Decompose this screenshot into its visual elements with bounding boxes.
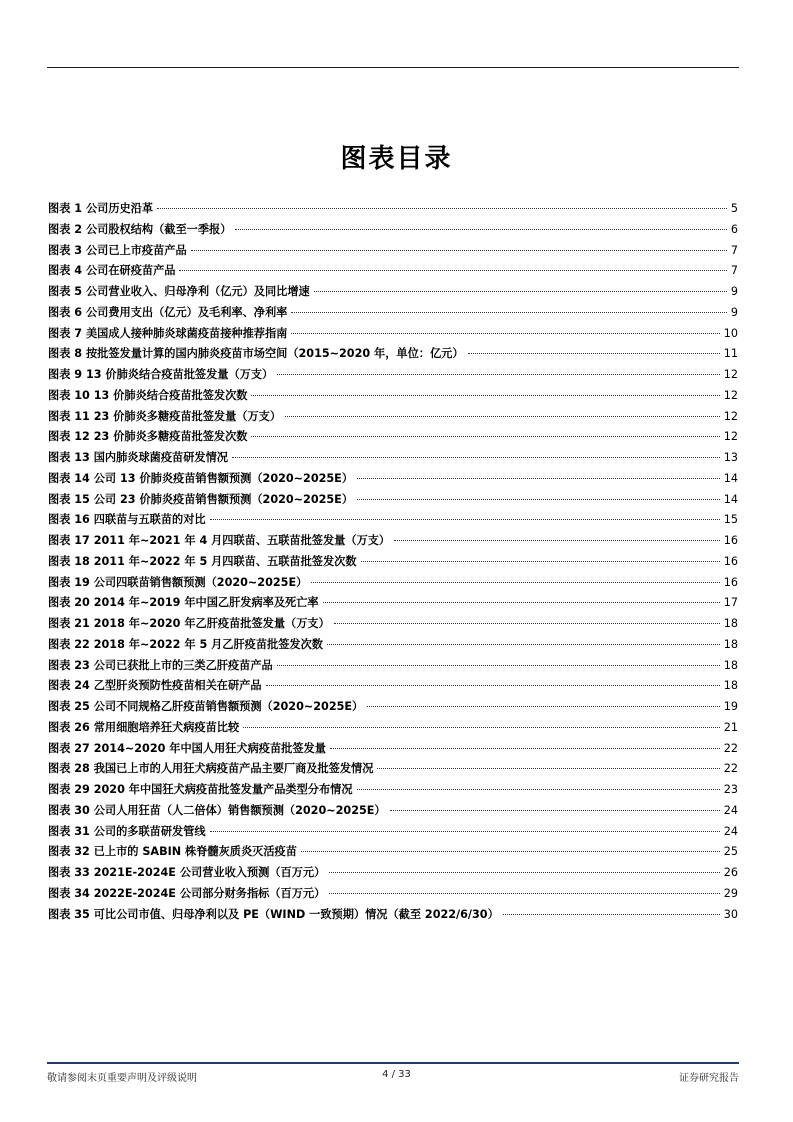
toc-entry-page-number[interactable]: 22	[723, 762, 738, 776]
toc-entry[interactable]	[48, 470, 738, 491]
toc-entry-label[interactable]: 图表 22 2018 年~2022 年 5 月乙肝疫苗批签发次数	[48, 637, 323, 651]
toc-leader-dots	[210, 831, 720, 832]
toc-entry-page-number[interactable]: 22	[723, 741, 738, 755]
footer-rule	[47, 1062, 739, 1064]
toc-entry-page-number[interactable]: 14	[723, 471, 738, 485]
toc-entry-label[interactable]: 图表 13 国内肺炎球菌疫苗研发情况	[48, 451, 228, 464]
toc-entry-page-number[interactable]: 7	[730, 243, 738, 257]
toc-entry-label[interactable]: 图表 21 2018 年~2020 年乙肝疫苗批签发量（万支）	[48, 617, 330, 630]
toc-leader-dots	[301, 851, 720, 852]
toc-entry[interactable]	[48, 449, 738, 470]
toc-leader-dots	[277, 665, 720, 666]
toc-entry[interactable]	[48, 760, 738, 781]
toc-entry-page-number[interactable]: 7	[730, 264, 738, 278]
toc-leader-dots	[179, 270, 726, 271]
toc-leader-dots	[390, 810, 720, 811]
toc-entry-label[interactable]: 图表 1 公司历史沿革	[48, 202, 154, 215]
toc-entry-page-number[interactable]: 21	[723, 720, 738, 734]
toc-entry[interactable]	[48, 200, 738, 221]
toc-leader-dots	[232, 457, 720, 458]
toc-entry-page-number[interactable]: 11	[723, 347, 738, 361]
toc-entry[interactable]	[48, 428, 738, 449]
toc-entry[interactable]	[48, 387, 738, 408]
toc-entry-page-number[interactable]: 24	[723, 803, 738, 817]
toc-entry-label[interactable]: 图表 32 已上市的 SABIN 株脊髓灰质炎灭活疫苗	[48, 845, 297, 859]
toc-entry-page-number[interactable]: 16	[723, 534, 738, 547]
toc-entry-label[interactable]: 图表 33 2021E-2024E 公司营业收入预测（百万元）	[48, 866, 326, 879]
toc-leader-dots	[291, 333, 719, 334]
toc-entry-label[interactable]: 图表 3 公司已上市疫苗产品	[48, 243, 187, 257]
toc-leader-dots	[357, 499, 720, 500]
toc-entry-page-number[interactable]: 13	[723, 451, 738, 464]
toc-leader-dots	[277, 374, 720, 375]
toc-entry[interactable]	[48, 304, 738, 325]
toc-entry-page-number[interactable]: 24	[723, 824, 738, 838]
toc-entry-label[interactable]: 图表 11 23 价肺炎多糖疫苗批签发量（万支）	[48, 409, 282, 423]
toc-leader-dots	[357, 789, 720, 790]
toc-entry-page-number[interactable]: 25	[723, 845, 738, 859]
toc-leader-dots	[327, 644, 720, 645]
toc-leader-dots	[210, 519, 720, 520]
toc-entry[interactable]	[48, 553, 738, 574]
toc-entry-page-number[interactable]: 12	[723, 409, 738, 423]
toc-entry[interactable]	[48, 781, 738, 802]
toc-entry[interactable]	[48, 574, 738, 595]
toc-entry-label[interactable]: 图表 10 13 价肺炎结合疫苗批签发次数	[48, 388, 248, 402]
toc-entry[interactable]	[48, 677, 738, 698]
toc-leader-dots	[503, 914, 720, 915]
footer-disclaimer: 敬请参阅末页重要声明及评级说明	[47, 1073, 197, 1084]
toc-entry-label[interactable]: 图表 12 23 价肺炎多糖疫苗批签发次数	[48, 430, 248, 444]
toc-entry-page-number[interactable]: 23	[723, 783, 738, 796]
toc-entry-label[interactable]: 图表 28 我国已上市的人用狂犬病疫苗产品主要厂商及批签发情况	[48, 762, 374, 776]
toc-entry[interactable]	[48, 283, 738, 304]
toc-entry-label[interactable]: 图表 14 公司 13 价肺炎疫苗销售额预测（2020~2025E）	[48, 471, 354, 485]
toc-entry[interactable]	[48, 719, 738, 740]
toc-leader-dots	[157, 208, 727, 209]
toc-entry-page-number[interactable]: 9	[730, 285, 738, 298]
toc-entry-label[interactable]: 图表 27 2014~2020 年中国人用狂犬病疫苗批签发量	[48, 741, 326, 755]
toc-entry-label[interactable]: 图表 26 常用细胞培养狂犬病疫苗比较	[48, 720, 240, 734]
toc-entry[interactable]	[48, 615, 738, 636]
toc-entry-label[interactable]: 图表 20 2014 年~2019 年中国乙肝发病率及死亡率	[48, 596, 319, 610]
toc-leader-dots	[334, 623, 720, 624]
toc-entry[interactable]	[48, 511, 738, 532]
header-rule	[47, 67, 739, 68]
toc-leader-dots	[377, 768, 719, 769]
toc-leader-dots	[251, 395, 719, 396]
toc-entry-label[interactable]: 图表 31 公司的多联苗研发管线	[48, 824, 206, 838]
toc-entry-page-number[interactable]: 30	[723, 907, 738, 921]
toc-entry-label[interactable]: 图表 29 2020 年中国狂犬病疫苗批签发量产品类型分布情况	[48, 783, 353, 796]
toc-entry-page-number[interactable]: 18	[723, 658, 738, 672]
toc-leader-dots	[285, 416, 720, 417]
toc-entry-page-number[interactable]: 19	[723, 700, 738, 713]
toc-entry-label[interactable]: 图表 6 公司费用支出（亿元）及毛利率、净利率	[48, 305, 288, 319]
toc-entry[interactable]	[48, 491, 738, 512]
toc-entry[interactable]	[48, 594, 738, 615]
toc-entry[interactable]	[48, 636, 738, 657]
toc-entry-label[interactable]: 图表 25 公司不同规格乙肝疫苗销售额预测（2020~2025E）	[48, 700, 364, 713]
toc-entry-label[interactable]: 图表 8 按批签发量计算的国内肺炎疫苗市场空间（2015~2020 年，单位：亿元）	[48, 347, 464, 361]
toc-entry-page-number[interactable]: 12	[723, 388, 738, 402]
toc-entry-label[interactable]: 图表 2 公司股权结构（截至一季报）	[48, 222, 232, 236]
toc-entry-page-number[interactable]: 10	[723, 326, 738, 340]
toc-entry-page-number[interactable]: 12	[723, 368, 738, 381]
toc-leader-dots	[394, 540, 720, 541]
toc-leader-dots	[361, 561, 720, 562]
toc-entry-label[interactable]: 图表 15 公司 23 价肺炎疫苗销售额预测（2020~2025E）	[48, 492, 354, 506]
toc-leader-dots	[367, 706, 720, 707]
toc-entry-page-number[interactable]: 18	[723, 679, 738, 693]
toc-leader-dots	[266, 685, 720, 686]
toc-entry-page-number[interactable]: 5	[730, 202, 738, 215]
toc-entry[interactable]	[48, 325, 738, 346]
toc-entry-page-number[interactable]: 9	[730, 305, 738, 319]
toc-entry-label[interactable]: 图表 24 乙型肝炎预防性疫苗相关在研产品	[48, 679, 262, 693]
toc-entry[interactable]	[48, 843, 738, 864]
toc-leader-dots	[468, 353, 720, 354]
toc-entry[interactable]	[48, 221, 738, 242]
toc-entry-label[interactable]: 图表 17 2011 年~2021 年 4 月四联苗、五联苗批签发量（万支）	[48, 534, 391, 547]
toc-leader-dots	[243, 727, 720, 728]
toc-entry-label[interactable]: 图表 23 公司已获批上市的三类乙肝疫苗产品	[48, 658, 273, 672]
toc-entry-page-number[interactable]: 16	[723, 554, 738, 568]
toc-entry-page-number[interactable]: 17	[723, 596, 738, 610]
toc-leader-dots	[323, 602, 720, 603]
toc-entry-label[interactable]: 图表 9 13 价肺炎结合疫苗批签发量（万支）	[48, 368, 274, 381]
toc-entry-label[interactable]: 图表 35 可比公司市值、归母净利以及 PE（WIND 一致预期）情况（截至 2022/6/30）	[48, 907, 499, 921]
toc-entry[interactable]	[48, 366, 738, 387]
toc-entry-page-number[interactable]: 18	[723, 617, 738, 630]
toc-entry-label[interactable]: 图表 30 公司人用狂苗（人二倍体）销售额预测（2020~2025E）	[48, 803, 386, 817]
toc-entry[interactable]	[48, 823, 738, 844]
toc-entry[interactable]	[48, 408, 738, 429]
toc-leader-dots	[330, 748, 720, 749]
toc-entry-page-number[interactable]: 16	[723, 575, 738, 589]
toc-entry-label[interactable]: 图表 19 公司四联苗销售额预测（2020~2025E）	[48, 575, 308, 589]
footer-report-type: 证券研究报告	[679, 1073, 739, 1084]
toc-entry-label[interactable]: 图表 34 2022E-2024E 公司部分财务指标（百万元）	[48, 886, 326, 900]
toc-entry-label[interactable]: 图表 16 四联苗与五联苗的对比	[48, 513, 206, 527]
toc-entry-label[interactable]: 图表 4 公司在研疫苗产品	[48, 264, 176, 278]
toc-entry[interactable]	[48, 242, 738, 263]
toc-entry[interactable]	[48, 262, 738, 283]
toc-leader-dots	[235, 229, 726, 230]
toc-entry[interactable]	[48, 906, 738, 927]
toc-leader-dots	[291, 312, 727, 313]
toc-entry-label[interactable]: 图表 18 2011 年~2022 年 5 月四联苗、五联苗批签发次数	[48, 554, 357, 568]
toc-entry[interactable]	[48, 740, 738, 761]
toc-leader-dots	[314, 291, 727, 292]
toc-leader-dots	[329, 872, 719, 873]
toc-entry-label[interactable]: 图表 5 公司营业收入、归母净利（亿元）及同比增速	[48, 285, 310, 298]
toc-entry-page-number[interactable]: 6	[730, 222, 738, 236]
toc-entry[interactable]	[48, 802, 738, 823]
toc-entry-page-number[interactable]: 12	[723, 430, 738, 444]
toc-leader-dots	[329, 893, 719, 894]
toc-entry-page-number[interactable]: 18	[723, 637, 738, 651]
toc-entry-label[interactable]: 图表 7 美国成人接种肺炎球菌疫苗接种推荐指南	[48, 326, 288, 340]
toc-entry[interactable]	[48, 657, 738, 678]
toc-leader-dots	[311, 582, 719, 583]
toc-entry[interactable]	[48, 698, 738, 719]
toc-leader-dots	[191, 250, 727, 251]
toc-entry[interactable]	[48, 532, 738, 553]
toc-entry[interactable]	[48, 345, 738, 366]
toc-leader-dots	[357, 478, 720, 479]
page-number: 4 / 33	[382, 1069, 411, 1080]
toc-entry-page-number[interactable]: 26	[723, 866, 738, 879]
toc-leader-dots	[251, 436, 719, 437]
toc-entry-page-number[interactable]: 15	[723, 513, 738, 527]
toc-entry[interactable]	[48, 864, 738, 885]
toc-entry-page-number[interactable]: 14	[723, 492, 738, 506]
toc-entry-page-number[interactable]: 29	[723, 886, 738, 900]
page-title: 图表目录	[340, 144, 453, 174]
toc-entry[interactable]	[48, 885, 738, 906]
table-of-figures	[48, 200, 738, 926]
